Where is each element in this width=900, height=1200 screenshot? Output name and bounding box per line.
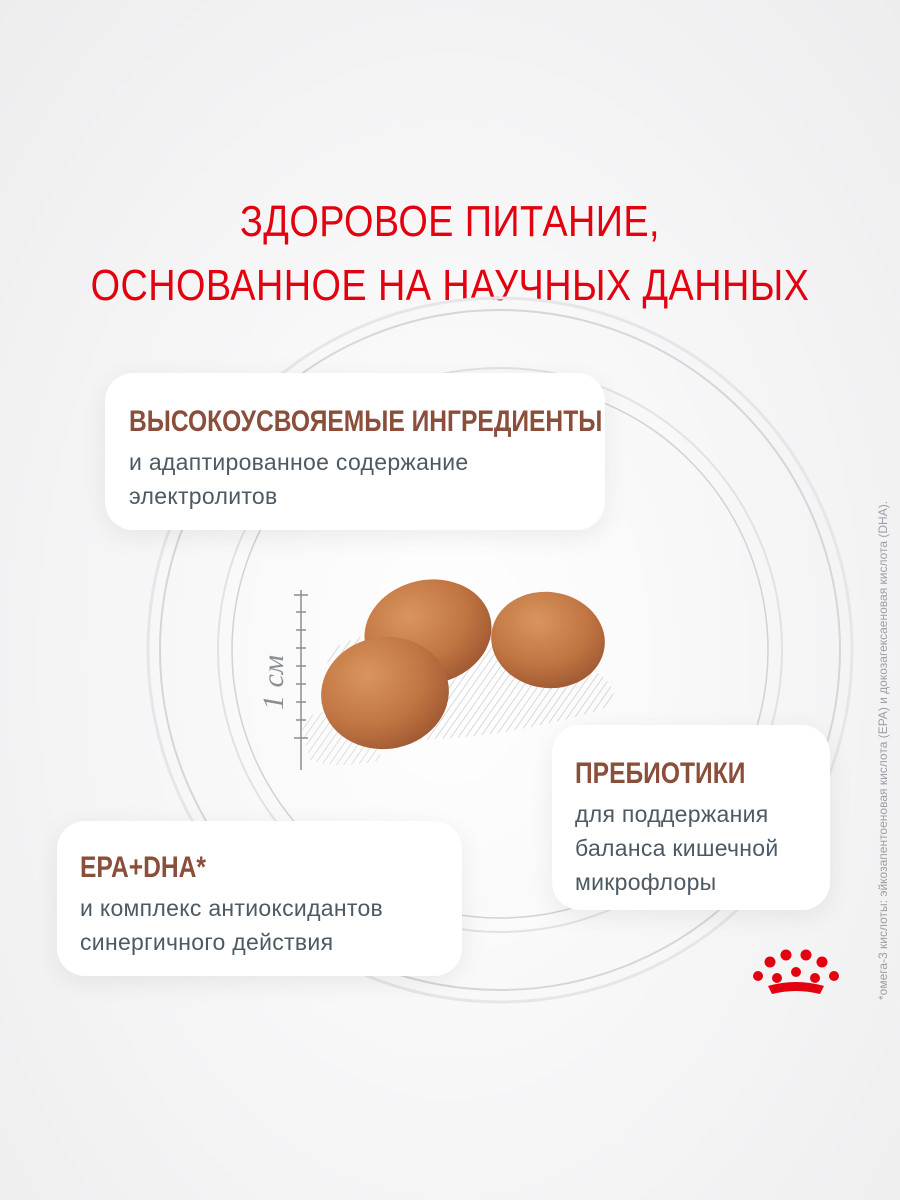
card-epa-dha bbox=[57, 821, 462, 976]
card-text-line: и комплекс антиоксидантов bbox=[80, 895, 384, 921]
card-text-line: микрофлоры bbox=[575, 869, 717, 895]
card-title: ВЫСОКОУСВОЯЕМЫЕ ИНГРЕДИЕНТЫ bbox=[129, 405, 603, 438]
card-text bbox=[575, 797, 830, 899]
card-text-line: и адаптированное содержание bbox=[129, 449, 469, 475]
card-title: EPA+DHA* bbox=[80, 851, 206, 884]
headline-line-2: ОСНОВАННОЕ НА НАУЧНЫХ ДАННЫХ bbox=[90, 261, 810, 310]
card-title: ПРЕБИОТИКИ bbox=[575, 757, 746, 790]
card-prebiotics bbox=[552, 725, 830, 910]
card-text bbox=[129, 445, 605, 513]
card-text-line: баланса кишечной bbox=[575, 835, 779, 861]
card-text-line: синергичного действия bbox=[80, 929, 334, 955]
crown-logo-icon bbox=[748, 948, 844, 1000]
card-text-line: электролитов bbox=[129, 483, 278, 509]
card-digestible-ingredients bbox=[105, 373, 605, 530]
scale-label: 1 см bbox=[257, 655, 290, 710]
card-text bbox=[80, 891, 462, 959]
card-text-line: для поддержания bbox=[575, 801, 769, 827]
headline-line-1: ЗДОРОВОЕ ПИТАНИЕ, bbox=[239, 197, 661, 246]
footnote: *омега-3 кислоты: эйкозапентоеновая кислота (EPA) и докозагексаеновая кислота (DHA). bbox=[876, 500, 890, 1000]
